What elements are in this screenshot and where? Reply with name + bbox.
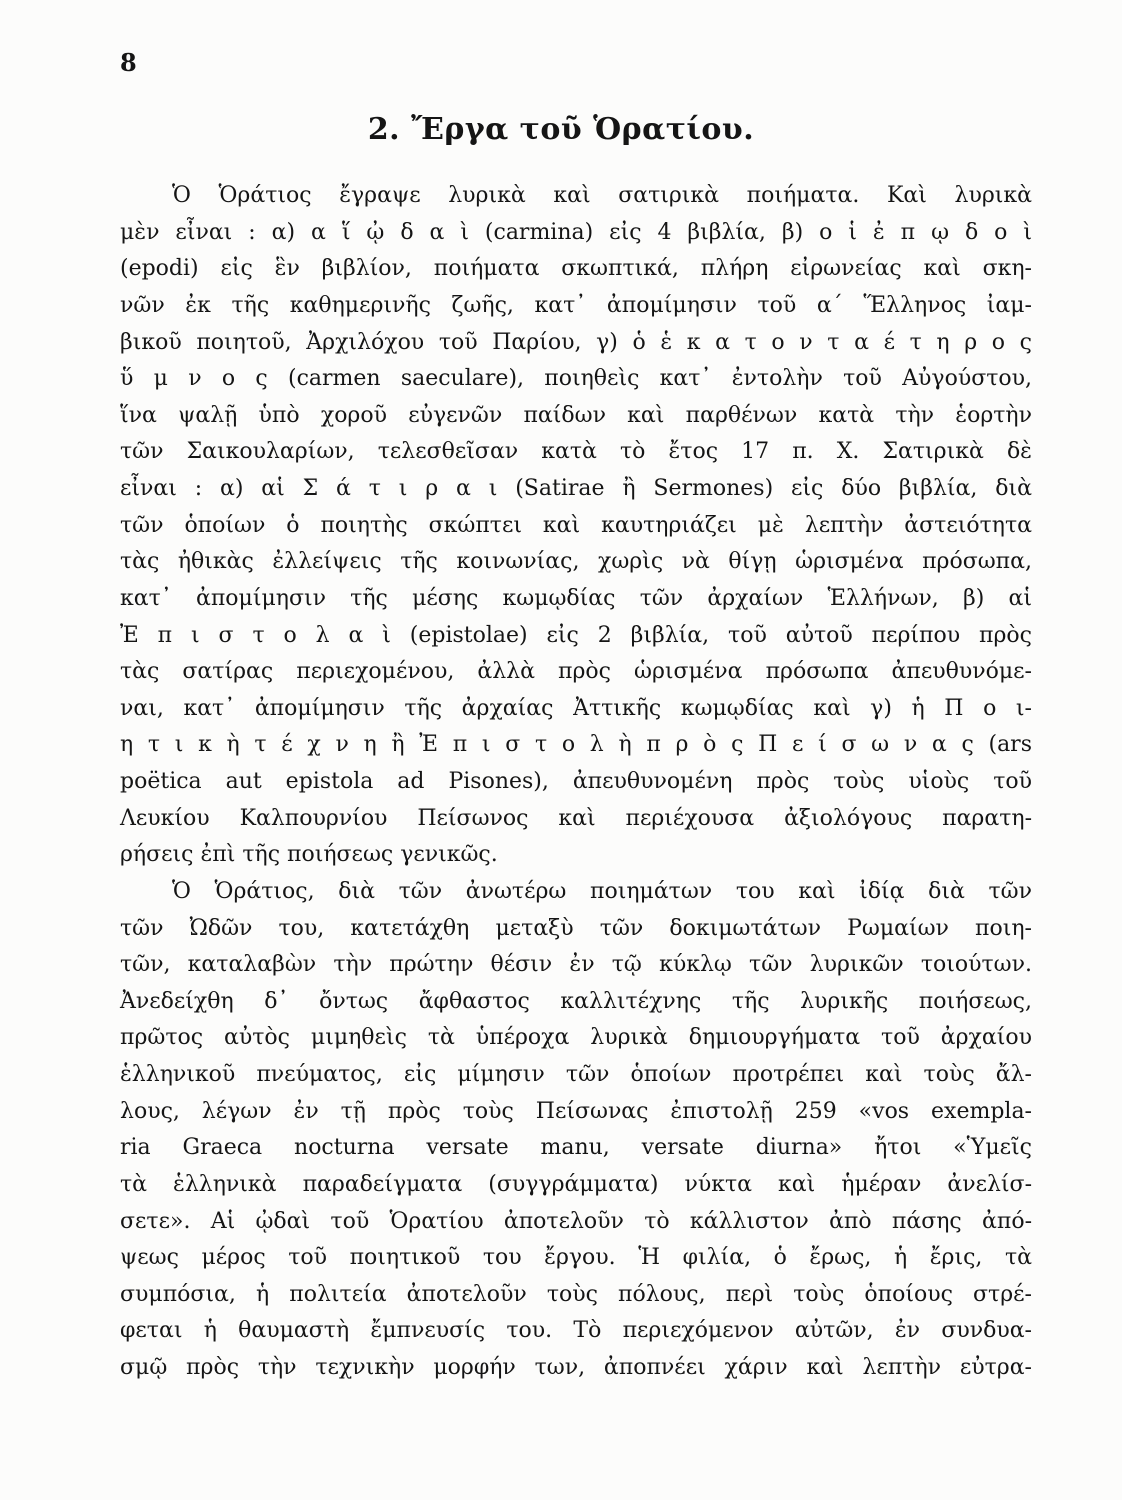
text-line: τῶν, καταλαβὼν τὴν πρώτην θέσιν ἐν τῷ κύκλῳ τῶν λυρικῶν τοιούτων. [120,952,1032,978]
text-line: σετε». Αἱ ᾠδαὶ τοῦ Ὁρατίου ἀποτελοῦν τὸ κάλλιστον ἀπὸ πάσης ἀπό- [120,1208,1032,1234]
text-line: πρῶτος αὐτὸς μιμηθεὶς τὰ ὑπέροχα λυρικὰ δημιουργήματα τοῦ ἀρχαίου [120,1025,1032,1051]
text-line: Ἀνεδείχθη δ᾽ ὄντως ἄφθαστος καλλιτέχνης τῆς λυρικῆς ποιήσεως, [120,988,1032,1014]
text-line: ria Graeca nocturna versate manu, versate diurna» ἤτοι «Ὑμεῖς [120,1135,1032,1161]
text-line: ἵνα ψαλῇ ὑπὸ χοροῦ εὐγενῶν παίδων καὶ παρθένων κατὰ τὴν ἑορτὴν [120,402,1032,428]
text-line: τῶν Ὠδῶν του, κατετάχθη μεταξὺ τῶν δοκιμωτάτων Ρωμαίων ποιη- [120,915,1032,941]
text-line: συμπόσια, ἡ πολιτεία ἀποτελοῦν τοὺς πόλους, περὶ τοὺς ὁποίους στρέ- [120,1281,1032,1307]
text-line: poëtica aut epistola ad Pisones), ἀπευθυνομένη πρὸς τοὺς υἱοὺς τοῦ [120,769,1032,794]
text-line: ἑλληνικοῦ πνεύματος, εἰς μίμησιν τῶν ὁποίων προτρέπει καὶ τοὺς ἄλ- [120,1062,1032,1087]
text-line: τῶν ὁποίων ὁ ποιητὴς σκώπτει καὶ καυτηριάζει μὲ λεπτὴν ἀστειότητα [120,512,1032,538]
text-line: νῶν ἐκ τῆς καθημερινῆς ζωῆς, κατ᾽ ἀπομίμησιν τοῦ α΄ Ἕλληνος ἰαμ- [120,292,1032,318]
text-line: Λευκίου Καλπουρνίου Πείσωνος καὶ περιέχουσα ἀξιολόγους παρατη- [120,805,1032,831]
text-line: σμῷ πρὸς τὴν τεχνικὴν μορφήν των, ἀποπνέει χάριν καὶ λεπτὴν εὐτρα- [120,1355,1032,1380]
text-line: ψεως μέρος τοῦ ποιητικοῦ του ἔργου. Ἡ φιλία, ὁ ἔρως, ἡ ἔρις, τὰ [120,1245,1032,1271]
text-line: η τ ι κ ὴ τ έ χ ν η ἢ Ἐ π ι σ τ ο λ ὴ π ρ ὸ ς Π ε ί σ ω ν α ς (ars [120,732,1032,758]
section-title: 2. Ἔργα τοῦ Ὁρατίου. [367,112,755,147]
text-line: Ἐ π ι σ τ ο λ α ὶ (epistolae) εἰς 2 βιβλία, τοῦ αὐτοῦ περίπου πρὸς [120,622,1032,648]
text-line: ρήσεις ἐπὶ τῆς ποιήσεως γενικῶς. [120,842,498,868]
text-line: κατ᾽ ἀπομίμησιν τῆς μέσης κωμῳδίας τῶν ἀρχαίων Ἑλλήνων, β) αἱ [120,585,1032,611]
text-line: τὰ ἑλληνικὰ παραδείγματα (συγγράμματα) νύκτα καὶ ἡμέραν ἀνελίσ- [120,1171,1032,1197]
text-line: ναι, κατ᾽ ἀπομίμησιν τῆς ἀρχαίας Ἀττικῆς κωμῳδίας καὶ γ) ἡ Π ο ι- [120,695,1032,721]
body-text [120,178,1032,1387]
page-number: 8 [120,48,137,77]
text-line: λους, λέγων ἐν τῇ πρὸς τοὺς Πείσωνας ἐπιστολῇ 259 «vos exempla- [120,1098,1032,1124]
text-line: Ὁ Ὁράτιος, διὰ τῶν ἀνωτέρω ποιημάτων του καὶ ἰδίᾳ διὰ τῶν [172,878,1032,904]
text-line: (epodi) εἰς ἓν βιβλίον, ποιήματα σκωπτικά, πλήρη εἰρωνείας καὶ σκη- [120,256,1032,282]
text-line: ὕ μ ν ο ς (carmen saeculare), ποιηθεὶς κατ᾽ ἐντολὴν τοῦ Αὐγούστου, [120,366,1032,392]
text-line: βικοῦ ποιητοῦ, Ἀρχιλόχου τοῦ Παρίου, γ) ὁ ἑ κ α τ ο ν τ α έ τ η ρ ο ς [120,329,1032,355]
text-line: φεται ἡ θαυμαστὴ ἔμπνευσίς του. Τὸ περιεχόμενον αὐτῶν, ἐν συνδυα- [120,1318,1032,1344]
text-line: τὰς ἠθικὰς ἐλλείψεις τῆς κοινωνίας, χωρὶς νὰ θίγῃ ὡρισμένα πρόσωπα, [120,549,1032,575]
text-line: τῶν Σαικουλαρίων, τελεσθεῖσαν κατὰ τὸ ἔτος 17 π. Χ. Σατιρικὰ δὲ [120,439,1032,465]
text-line: Ὁ Ὁράτιος ἔγραψε λυρικὰ καὶ σατιρικὰ ποιήματα. Καὶ λυρικὰ [172,183,1032,208]
text-line: εἶναι : α) αἱ Σ ά τ ι ρ α ι (Satirae ἢ Sermones) εἰς δύο βιβλία, διὰ [120,476,1032,501]
text-line: τὰς σατίρας περιεχομένου, ἀλλὰ πρὸς ὡρισμένα πρόσωπα ἀπευθυνόμε- [120,659,1032,685]
text-line: μὲν εἶναι : α) α ἵ ᾠ δ α ὶ (carmina) εἰς 4 βιβλία, β) ο ἱ ἐ π ῳ δ ο ὶ [120,219,1032,245]
